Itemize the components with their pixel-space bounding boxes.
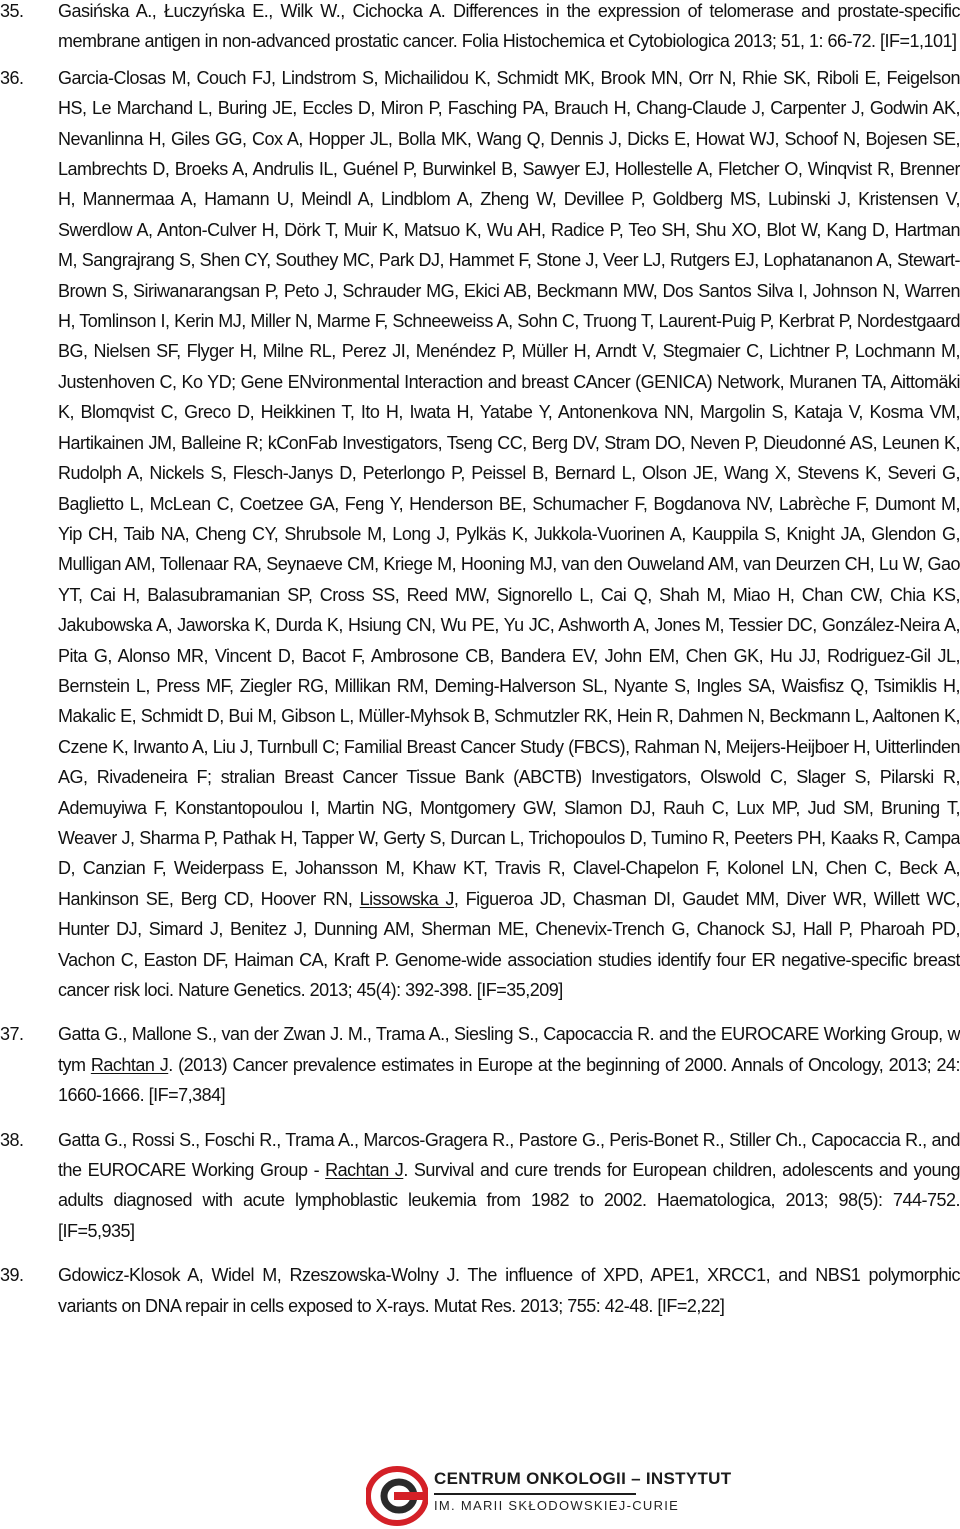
institute-title: CENTRUM ONKOLOGII – INSTYTUT [434, 1469, 732, 1488]
reference-text-segment: . Survival and cure trends for European children, adolescents and young adults diagnosed with acute lymphoblastic leukemia from 1982 to 2002. Haematologica, 2013; 98(5): 744-752. [IF=5,935] [58, 1160, 960, 1241]
author-link[interactable]: Lissowska J [359, 888, 454, 909]
author-link[interactable]: Rachtan J [90, 1054, 169, 1075]
reference-number: 35. [0, 1, 24, 21]
logo-divider [434, 1493, 636, 1495]
reference-text-segment: , Figueroa JD, Chasman DI, Gaudet MM, Diver WR, Willett WC, Hunter DJ, Simard J, Benitez J, Dunning AM, Sherman ME, Chenevix-Trench G, Chanock SJ, Hall P, Pharoah PD, Vachon C, Easton DF, Haiman CA, Kraft P. Genome-wide association studies identify four ER negative-specific breast cancer risk loci. Nature Genetics. 2013; 45(4): 392-398. [IF=35,209] [58, 888, 960, 1000]
author-link[interactable]: Rachtan J [325, 1160, 404, 1181]
reference-number: 39. [0, 1265, 24, 1286]
institute-subtitle: IM. MARII SKŁODOWSKIEJ-CURIE [434, 1498, 680, 1513]
reference-item [0, 63, 960, 1006]
reference-number: 38. [0, 1129, 24, 1150]
logo-bar [394, 1492, 428, 1500]
reference-number: 37. [0, 1024, 24, 1045]
reference-item [0, 1125, 960, 1247]
oncology-center-logo-icon [366, 1464, 428, 1526]
reference-text [58, 0, 960, 57]
reference-text-segment: Gatta G., Rossi S., Foschi R., Trama A., Marcos-Gragera R., Pastore G., Peris-Bonet R., Stiller Ch., Capocaccia R., and the EUROCARE Working Group - [58, 1129, 960, 1181]
reference-item [0, 1019, 960, 1110]
reference-item [0, 0, 960, 57]
reference-text [58, 1260, 960, 1321]
reference-text-segment: Gdowicz-Klosok A, Widel M, Rzeszowska-Wolny J. The influence of XPD, APE1, XRCC1, and NBS1 polymorphic variants on DNA repair in cells exposed to X-rays. Mutat Res. 2013; 755: 42-48. [IF=2,22] [58, 1265, 960, 1316]
reference-text-segment: Garcia-Closas M, Couch FJ, Lindstrom S, Michailidou K, Schmidt MK, Brook MN, Orr N, Rhie SK, Riboli E, Feigelson HS, Le Marchand L, Buring JE, Eccles D, Miron P, Fasching PA, Brauch H, Chang-Claude J, Carpenter J, Godwin AK, Nevanlinna H, Giles GG, Cox A, Hopper JL, Bolla MK, Wang Q, Dennis J, Dicks E, Howat WJ, Schoof N, Bojesen SE, Lambrechts D, Broeks A, Andrulis IL, Guénel P, Burwinkel B, Sawyer EJ, Hollestelle A, Fletcher O, Winqvist R, Brenner H, Mannermaa A, Hamann U, Meindl A, Lindblom A, Zheng W, Devillee P, Goldberg MS, Lubinski J, Kristensen V, Swerdlow A, Anton-Culver H, Dörk T, Muir K, Matsuo K, Wu AH, Radice P, Teo SH, Shu XO, Blot W, Kang D, Hartman M, Sangrajrang S, Shen CY, Southey MC, Park DJ, Hammet F, Stone J, Veer LJ, Rutgers EJ, Lophatananon A, Stewart-Brown S, Siriwanarangsan P, Peto J, Schrauder MG, Ekici AB, Beckmann MW, Dos Santos Silva I, Johnson N, Warren H, Tomlinson I, Kerin MJ, Miller N, Marme F, Schneeweiss A, Sohn C, Truong T, Laurent-Puig P, Kerbrat P, Nordestgaard BG, Nielsen SF, Flyger H, Milne RL, Perez JI, Menéndez P, Müller H, Arndt V, Stegmaier C, Lichtner P, Lochmann M, Justenhoven C, Ko YD; Gene ENvironmental Interaction and breast CAncer (GENICA) Network, Muranen TA, Aittomäki K, Blomqvist C, Greco D, Heikkinen T, Ito H, Iwata H, Yatabe Y, Antonenkova NN, Margolin S, Kataja V, Kosma VM, Hartikainen JM, Balleine R; kConFab Investigators, Tseng CC, Berg DV, Stram DO, Neven P, Dieudonné AS, Leunen K, Rudolph A, Nickels S, Flesch-Janys D, Peterlongo P, Peissel B, Bernard L, Olson JE, Wang X, Stevens K, Severi G, Baglietto L, McLean C, Coetzee GA, Feng Y, Henderson BE, Schumacher F, Bogdanova NV, Labrèche F, Dumont M, Yip CH, Taib NA, Cheng CY, Shrubsole M, Long J, Pylkäs K, Jukkola-Vuorinen A, Kauppila S, Knight JA, Glendon G, Mulligan AM, Tollenaar RA, Seynaeve CM, Kriege M, Hooning MJ, van den Ouweland AM, van Deurzen CH, Lu W, Gao YT, Cai H, Balasubramanian SP, Cross SS, Reed MW, Signorello L, Cai Q, Shah M, Miao H, Chan CW, Chia KS, Jakubowska A, Jaworska K, Durda K, Hsiung CN, Wu PE, Yu JC, Ashworth A, Jones M, Tessier DC, González-Neira A, Pita G, Alonso MR, Vincent D, Bacot F, Ambrosone CB, Bandera EV, John EM, Chen GK, Hu JJ, Rodriguez-Gil JL, Bernstein L, Press MF, Ziegler RG, Millikan RM, Deming-Halverson SL, Nyante S, Ingles SA, Waisfisz Q, Tsimiklis H, Makalic E, Schmidt D, Bui M, Gibson L, Müller-Myhsok B, Schmutzler RK, Hein R, Dahmen N, Beckmann L, Aaltonen K, Czene K, Irwanto A, Liu J, Turnbull C; Familial Breast Cancer Study (FBCS), Rahman N, Meijers-Heijboer H, Uitterlinden AG, Rivadeneira F; stralian Breast Cancer Tissue Bank (ABCTB) Investigators, Olswold C, Slager S, Pilarski R, Ademuyiwa F, Konstantopoulou I, Martin NG, Montgomery GW, Slamon DJ, Rauh C, Lux MP, Jud SM, Bruning T, Weaver J, Sharma P, Pathak H, Tapper W, Gerty S, Durcan L, Trichopoulos D, Tumino R, Peeters PH, Kaaks R, Campa D, Canzian F, Weiderpass E, Johansson M, Khaw KT, Travis R, Clavel-Chapelon F, Kolonel LN, Chen C, Beck A, Hankinson SE, Berg CD, Hoover RN, [58, 67, 960, 909]
reference-number: 36. [0, 67, 24, 88]
reference-text [58, 1019, 960, 1110]
reference-text [58, 1125, 960, 1247]
reference-text-segment: . (2013) Cancer prevalence estimates in Europe at the beginning of 2000. Annals of Oncology, 2013; 24: 1660-1666. [IF=7,384] [58, 1054, 960, 1106]
reference-text-segment: Gatta G., Mallone S., van der Zwan J. M., Trama A., Siesling S., Capocaccia R. and the EUROCARE Working Group, w tym [58, 1024, 960, 1075]
reference-text-segment: Gasińska A., Łuczyńska E., Wilk W., Cichocka A. Differences in the expression of telomerase and prostate-specific membrane antigen in non-advanced prostatic cancer. Folia Histochemica et Cytobiologica 2013; 51, 1: 66-72. [IF=1,101] [58, 1, 960, 52]
reference-item [0, 1260, 960, 1321]
footer-logo [366, 1464, 960, 1526]
reference-text [58, 63, 960, 1006]
